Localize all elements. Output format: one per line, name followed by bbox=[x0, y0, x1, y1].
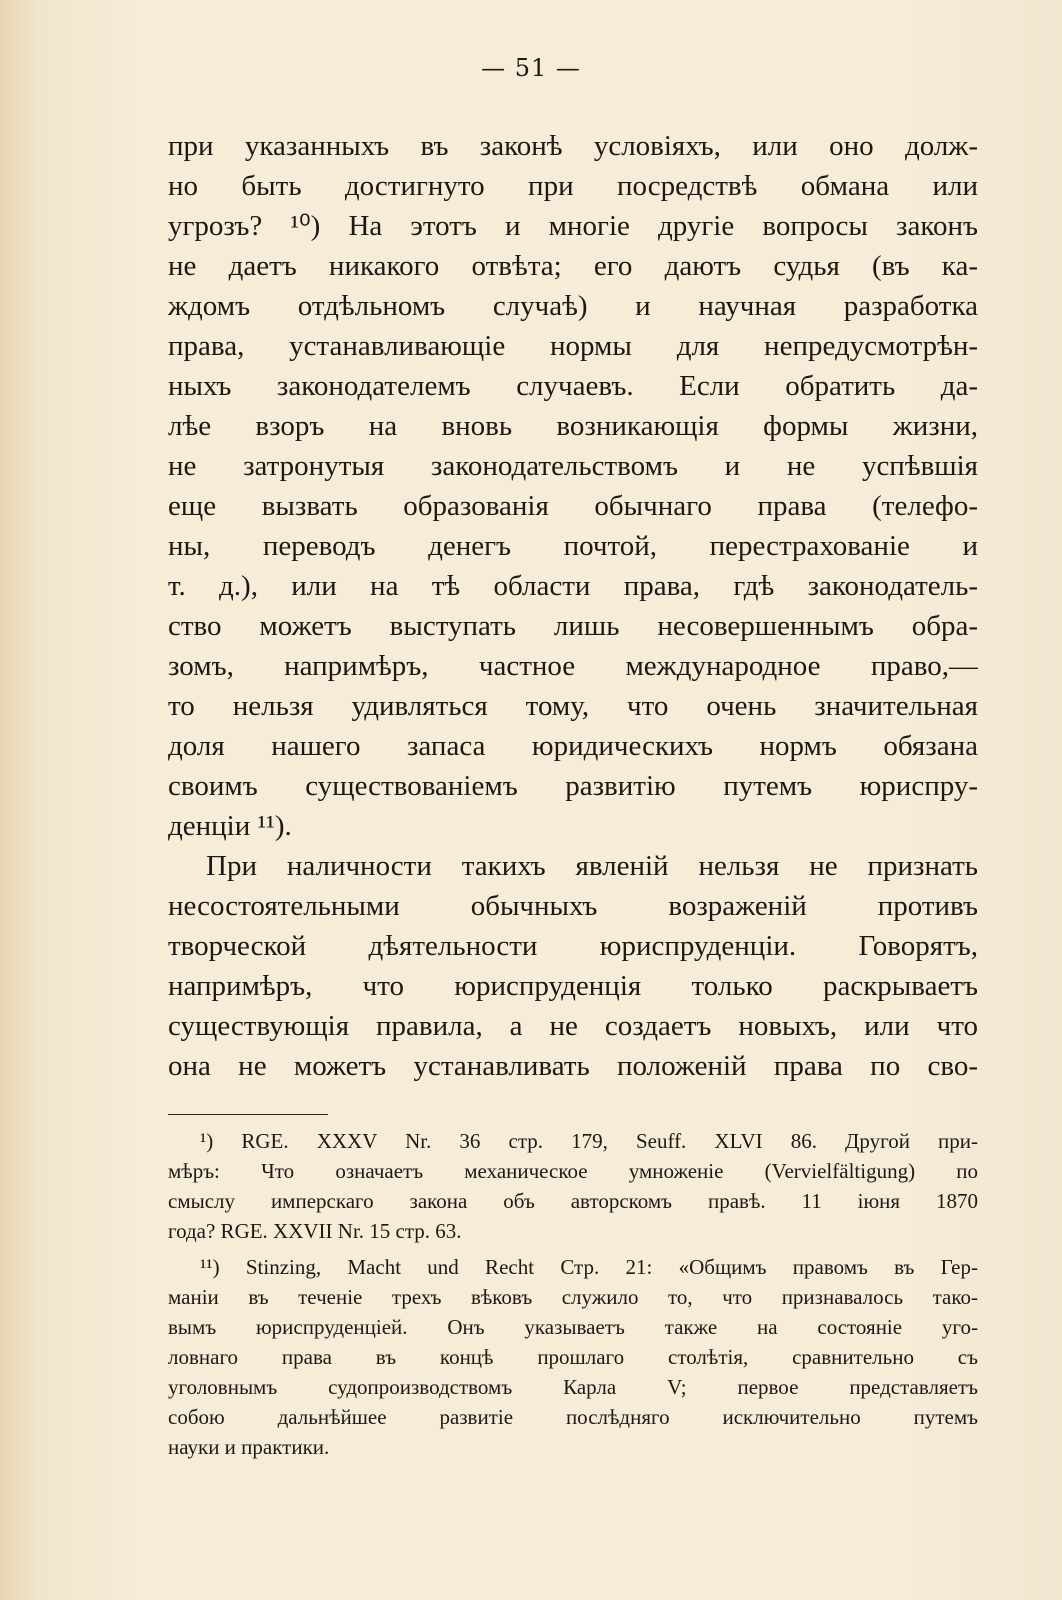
footnote-line: смыслу имперскаго закона объ авторскомъ правѣ. 11 іюня 1870 bbox=[168, 1189, 978, 1213]
text-line: ство можетъ выступать лишь несовершеннымъ обра- bbox=[168, 610, 978, 642]
text-line: напримѣръ, что юриспруденція только раскрываетъ bbox=[168, 970, 978, 1002]
footnote-line: уголовнымъ судопроизводствомъ Карла V; первое представляетъ bbox=[168, 1375, 978, 1399]
footnote-line: мѣръ: Что означаетъ механическое умноженіе (Vervielfältigung) по bbox=[168, 1159, 978, 1183]
text-line: существующія правила, а не создаетъ новыхъ, или что bbox=[168, 1010, 978, 1042]
text-line: доля нашего запаса юридическихъ нормъ обязана bbox=[168, 730, 978, 762]
footnotes bbox=[168, 1126, 978, 1462]
text-line: денціи ¹¹). bbox=[168, 810, 292, 842]
text-line: угрозъ? ¹⁰) На этотъ и многіе другіе вопросы законъ bbox=[168, 210, 978, 242]
footnote-line: собою дальнѣйшее развитіе послѣдняго исключительно путемъ bbox=[168, 1405, 978, 1429]
text-line: При наличности такихъ явленій нельзя не признать bbox=[206, 850, 978, 882]
page-number: — 51 — bbox=[481, 54, 581, 82]
text-line: зомъ, напримѣръ, частное международное право,— bbox=[168, 650, 978, 682]
text-line: не даетъ никакого отвѣта; его даютъ судья (въ ка- bbox=[168, 250, 978, 282]
text-line: при указанныхъ въ законѣ условіяхъ, или оно долж- bbox=[168, 130, 978, 162]
text-line: ждомъ отдѣльномъ случаѣ) и научная разработка bbox=[168, 290, 978, 322]
text-line: ны, переводъ денегъ почтой, перестрахованіе и bbox=[168, 530, 978, 562]
text-line: еще вызвать образованія обычнаго права (телефо- bbox=[168, 490, 978, 522]
footnote-line: науки и практики. bbox=[168, 1435, 330, 1459]
text-line: права, устанавливающіе нормы для непредусмотрѣн- bbox=[168, 330, 978, 362]
text-line: несостоятельными обычныхъ возраженій противъ bbox=[168, 890, 978, 922]
text-line: то нельзя удивляться тому, что очень значительная bbox=[168, 690, 978, 722]
main-text bbox=[168, 126, 978, 1086]
text-line: не затронутыя законодательствомъ и не успѣвшія bbox=[168, 450, 978, 482]
footnote-line: ¹¹) Stinzing, Macht und Recht Стр. 21: «Общимъ правомъ въ Гер- bbox=[200, 1255, 978, 1279]
text-line: но быть достигнуто при посредствѣ обмана или bbox=[168, 170, 978, 202]
footnote-line: ¹) RGE. XXXV Nr. 36 стр. 179, Seuff. XLVI 86. Другой при- bbox=[200, 1129, 978, 1153]
footnote-line: вымъ юриспруденціей. Онъ указываетъ также на состояніе уго- bbox=[168, 1315, 978, 1339]
footnote-line: маніи въ теченіе трехъ вѣковъ служило то, что признавалось тако- bbox=[168, 1285, 978, 1309]
text-line: т. д.), или на тѣ области права, гдѣ законодатель- bbox=[168, 570, 978, 602]
text-line: она не можетъ устанавливать положеній права по сво- bbox=[168, 1050, 978, 1082]
text-line: творческой дѣятельности юриспруденціи. Говорятъ, bbox=[168, 930, 978, 962]
footnote-divider bbox=[168, 1114, 328, 1115]
text-line: ныхъ законодателемъ случаевъ. Если обратить да- bbox=[168, 370, 978, 402]
footnote-line: ловнаго права въ концѣ прошлаго столѣтія, сравнительно съ bbox=[168, 1345, 978, 1369]
text-line: своимъ существованіемъ развитію путемъ юриспру- bbox=[168, 770, 978, 802]
footnote-line: года? RGE. XXVII Nr. 15 стр. 63. bbox=[168, 1219, 462, 1243]
text-line: лѣе взоръ на вновь возникающія формы жизни, bbox=[168, 410, 978, 442]
